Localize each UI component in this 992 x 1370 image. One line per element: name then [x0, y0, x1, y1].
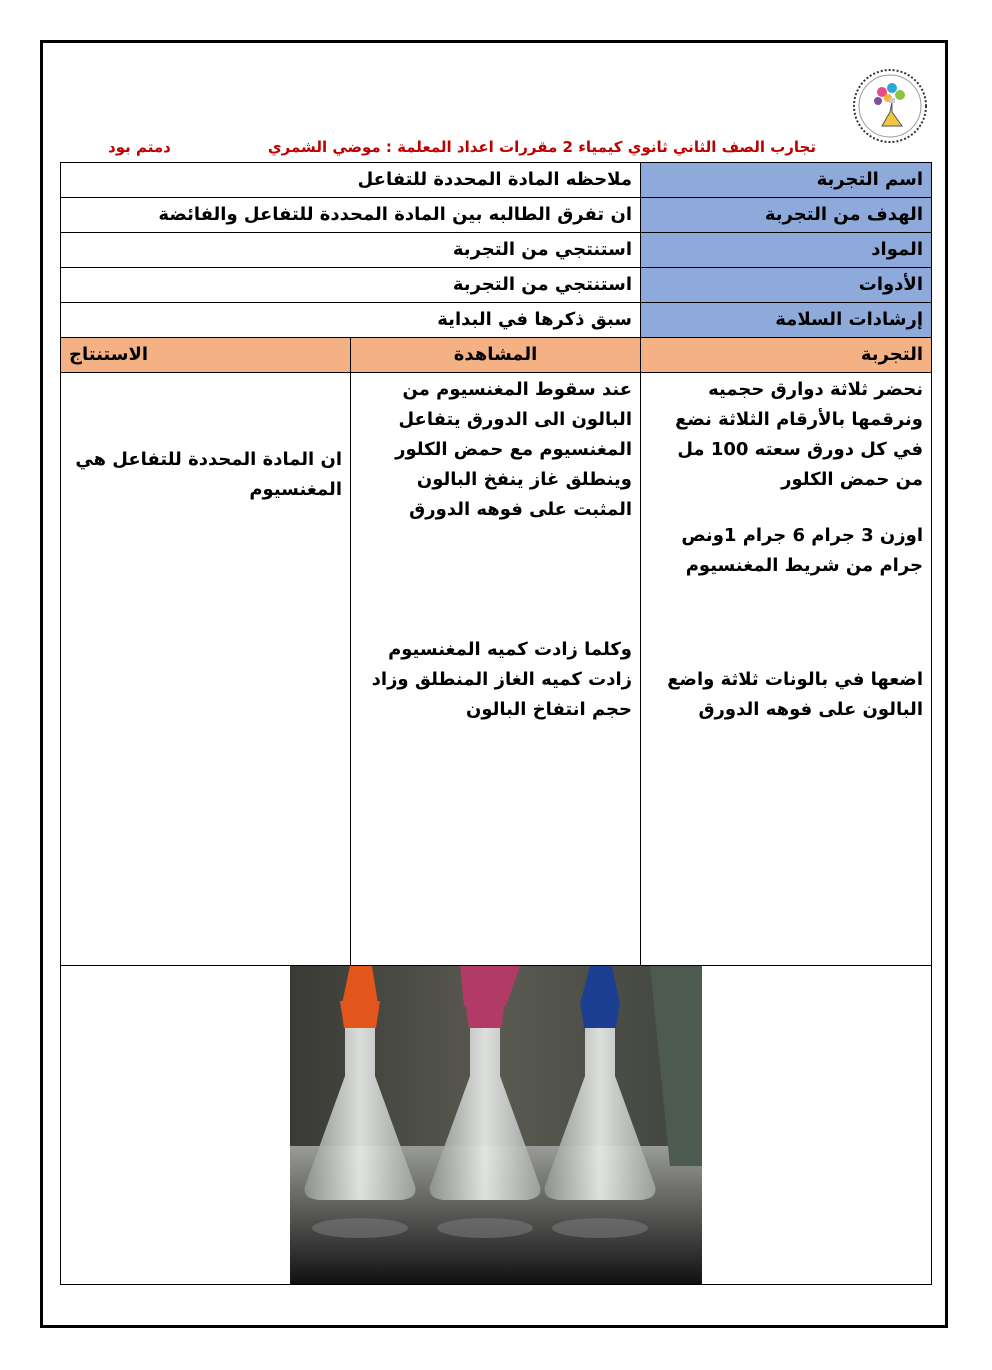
body-row [61, 373, 932, 966]
info-row-safety [61, 303, 932, 338]
column-header-observation: المشاهدة [351, 338, 641, 373]
column-header-conclusion: الاستنتاج [61, 338, 351, 373]
info-label: المواد [641, 233, 932, 268]
conclusion-text: ان المادة المحددة للتفاعل هي المغنسيوم [75, 449, 342, 500]
column-header-experiment: التجربة [641, 338, 932, 373]
photo-row [61, 966, 932, 1285]
info-value: استنتجي من التجربة [61, 233, 641, 268]
experiment-table [60, 162, 932, 1285]
info-row-name [61, 163, 932, 198]
observation-text: وكلما زادت كميه المغنسيوم زادت كميه الغاز المنطلق وزاد حجم انتفاخ البالون [371, 639, 632, 720]
experiment-step: اضعها في بالونات ثلاثة واضع البالون على فوهه الدورق [667, 669, 923, 720]
photo-cell [61, 966, 932, 1285]
info-label: الهدف من التجربة [641, 198, 932, 233]
columns-header-row [61, 338, 932, 373]
experiment-photo [290, 966, 702, 1284]
header-signer: دمتم بود [108, 138, 171, 156]
flasks-image [290, 966, 702, 1284]
info-label: اسم التجربة [641, 163, 932, 198]
info-label: إرشادات السلامة [641, 303, 932, 338]
observation-text: عند سقوط المغنسيوم من البالون الى الدورق يتفاعل المغنسيوم مع حمض الكلور وينطلق غاز ينفخ البالون المثبت على فوهه الدورق [395, 379, 632, 520]
info-row-materials [61, 233, 932, 268]
school-logo-icon [852, 68, 928, 144]
header-title: تجارب الصف الثاني ثانوي كيمياء 2 مقررات اعداد المعلمة : موضي الشمري [267, 138, 816, 156]
info-row-tools [61, 268, 932, 303]
observations-cell [351, 373, 641, 966]
experiment-steps-cell [641, 373, 932, 966]
conclusion-cell [61, 373, 351, 966]
info-label: الأدوات [641, 268, 932, 303]
info-row-goal [61, 198, 932, 233]
info-value: استنتجي من التجربة [61, 268, 641, 303]
info-value: ملاحظه المادة المحددة للتفاعل [61, 163, 641, 198]
experiment-step: نحضر ثلاثة دوارق حجميه ونرقمها بالأرقام الثلاثة نضع في كل دورق سعته 100 مل من حمض الكلور [675, 379, 923, 490]
info-value: ان تفرق الطالبه بين المادة المحددة للتفاعل والفائضة [61, 198, 641, 233]
info-value: سبق ذكرها في البداية [61, 303, 641, 338]
experiment-step: اوزن 3 جرام 6 جرام 1ونص جرام من شريط المغنسيوم [681, 525, 923, 576]
